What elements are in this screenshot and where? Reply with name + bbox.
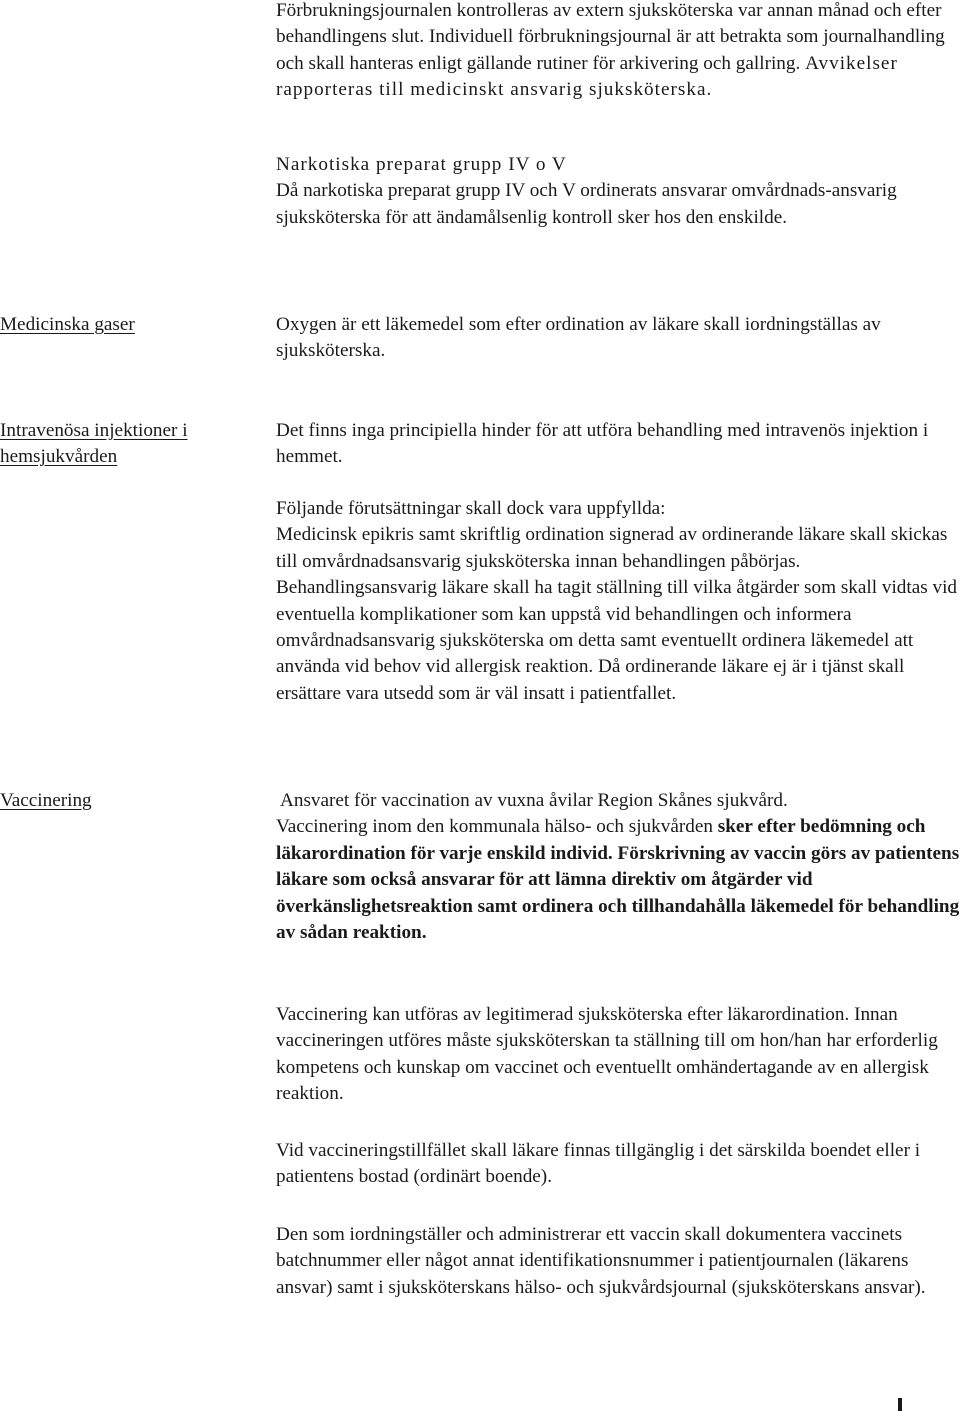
intravenosa-p1: Det finns inga principiella hinder för att utföra behandling med intravenös injektion i hemmet. bbox=[276, 420, 929, 468]
gaser-section bbox=[276, 312, 960, 365]
vaccinering-p4-block bbox=[276, 1222, 960, 1301]
intro-paragraph bbox=[276, 0, 960, 104]
intro-deviation-text: Avvikelser rapporteras till medicinskt ansvarig sjuksköterska. bbox=[276, 52, 898, 101]
page-mark bbox=[898, 1398, 902, 1411]
intro-text: Förbrukningsjournalen kontrolleras av extern sjuksköterska var annan månad och efter behandlingens slut. Individuell förbrukningsjournal är att betrakta som journalhandling och skall hanteras enligt gällande rutiner för arkivering och gallring. bbox=[276, 0, 945, 74]
heading-medicinska-gaser: Medicinska gaser bbox=[0, 314, 135, 335]
vaccinering-p1 bbox=[276, 814, 960, 946]
intravenosa-p2-body: Medicinsk epikris samt skriftlig ordination signerad av ordinerande läkare skall skickas till omvårdnadsansvarig sjuksköterska innan behandlingen påbörjas. Behandlingsansvarig läkare skall ha tagit ställning till vilka åtgärder som skall vidtas vid eventuella komplikationer som kan uppstå vid behandlingen och informera omvårdnadsansvarig sjuksköterska om detta samt eventuellt ordinera läkemedel att använda vid behov vid allergisk reaktion. Då ordinerande läkare ej är i tjänst skall ersättare vara utsedd som är väl insatt i patientfallet. bbox=[276, 524, 958, 704]
gaser-body: Oxygen är ett läkemedel som efter ordination av läkare skall iordningställas av sjuksköterska. bbox=[276, 314, 881, 362]
vaccinering-p1-normal: Vaccinering inom den kommunala hälso- och sjukvården bbox=[276, 816, 713, 838]
vaccinering-p1-line1: Ansvaret för vaccination av vuxna åvilar Region Skånes sjukvård. bbox=[280, 790, 788, 811]
intravenosa-p2-title: Följande förutsättningar skall dock vara uppfyllda: bbox=[276, 498, 666, 519]
narkotiska-section bbox=[276, 152, 960, 231]
narkotiska-title: Narkotiska preparat grupp IV o V bbox=[276, 154, 567, 175]
heading-vaccinering: Vaccinering bbox=[0, 790, 92, 811]
intro-section bbox=[276, 0, 960, 104]
intravenosa-conditions bbox=[276, 496, 960, 707]
heading-intravenosa: Intravenösa injektioner i hemsjukvården bbox=[0, 420, 188, 468]
intravenosa-section bbox=[276, 418, 960, 471]
narkotiska-body: Då narkotiska preparat grupp IV och V ordinerats ansvarar omvårdnads-ansvarig sjuksköterska för att ändamålsenlig kontroll sker hos den enskilde. bbox=[276, 180, 897, 228]
vaccinering-p4: Den som iordningställer och administrerar ett vaccin skall dokumentera vaccinets batchnummer eller något annat identifikationsnummer i patientjournalen (läkarens ansvar) samt i sjuksköterskans hälso- och sjukvårdsjournal (sjuksköterskans ansvar). bbox=[276, 1224, 926, 1298]
vaccinering-p2-block bbox=[276, 1002, 960, 1108]
vaccinering-p3: Vid vaccineringstillfället skall läkare finnas tillgänglig i det särskilda boendet eller i patientens bostad (ordinärt boende). bbox=[276, 1140, 921, 1188]
vaccinering-p3-block bbox=[276, 1138, 960, 1191]
vaccinering-p1-bold: sker efter bedömning och läkarordination för varje enskild individ. Förskrivning av vaccin görs av patientens läkare som också ansvarar för att lämna direktiv om åtgärder vid överkänslighetsreaktion samt ordinera och tillhandahålla läkemedel för behandling av sådan reaktion. bbox=[276, 816, 960, 944]
vaccinering-section bbox=[276, 788, 960, 946]
vaccinering-p2: Vaccinering kan utföras av legitimerad sjuksköterska efter läkarordination. Innan vaccineringen utföres måste sjuksköterskan ta ställning till om hon/han har erforderlig kompetens och kunskap om vaccinet och eventuellt omhändertagande av en allergisk reaktion. bbox=[276, 1004, 938, 1105]
